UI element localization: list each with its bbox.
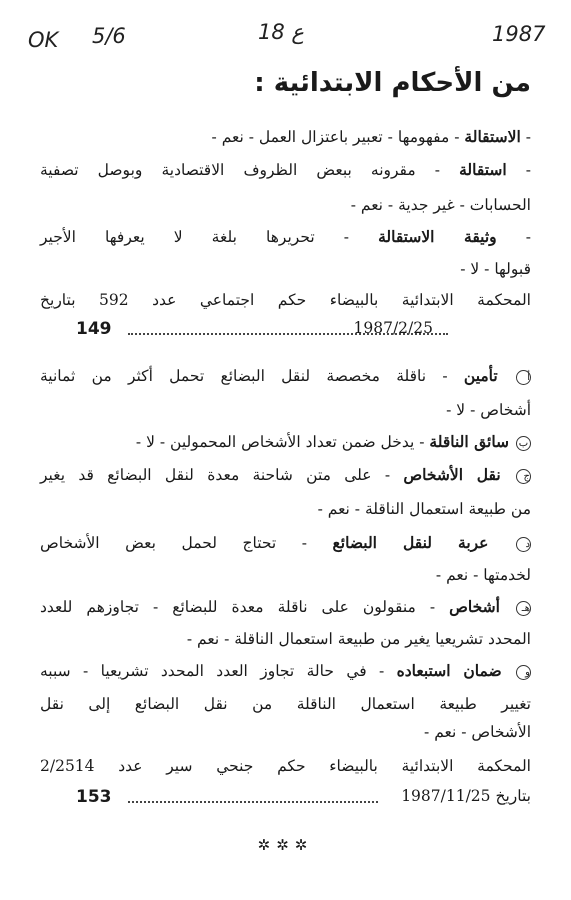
section2-item5-cont: المحدد تشريعيا يغير من طبيعة استعمال الناقلة - نعم -: [186, 630, 531, 648]
section2-item6-cont2: الأشخاص - نعم -: [424, 723, 531, 741]
section2-source: المحكمة الابتدائية بالبيضاء حكم جنحي سير عدد 2/2514: [40, 757, 531, 775]
section1-line3: الحسابات - غير جدية - نعم -: [350, 196, 531, 214]
section2-date: بتاريخ 1987/11/25: [401, 787, 531, 805]
section2-item4: د عربة لنقل البضائع - تحتاج لحمل بعض الأشخاص: [40, 533, 530, 552]
section1-line5: قبولها - لا -: [460, 260, 531, 278]
section2-item2: ب سائق الناقلة - يدخل ضمن تعداد الأشخاص المحمولين - لا -: [136, 432, 531, 452]
section2-page-number: 153: [76, 787, 112, 807]
section1-date: 1987/2/25: [353, 319, 433, 337]
section1-line1: - الاستقالة - مفهومها - تعبير باعتزال العمل - نعم -: [211, 127, 531, 146]
section2-item1-cont: أشخاص - لا -: [446, 401, 531, 419]
section2-item6-cont: تغيير طبيعة استعمال الناقلة من نقل البضائع إلى نقل: [40, 695, 531, 713]
section-divider-stars: ✲✲✲: [257, 836, 314, 854]
section2-item3-cont: من طبيعة استعمال الناقلة - نعم -: [317, 500, 531, 518]
section2-item4-cont: لخدمتها - نعم -: [435, 566, 531, 584]
section2-item1: أ تأمين - ناقلة مخصصة لنقل البضائع تحمل أكثر من ثمانية: [40, 366, 530, 385]
margin-note-center: ع 18: [258, 20, 304, 44]
section1-line2: - استقالة - مقرونه ببعض الظروف الاقتصادية وبوصل تصفية: [40, 160, 531, 179]
section1-source: المحكمة الابتدائية بالبيضاء حكم اجتماعي عدد 592 بتاريخ: [40, 291, 531, 309]
margin-note-fraction: 5/6: [92, 24, 126, 48]
section2-item6: و ضمان استبعاده - في حالة تجاوز العدد المحدد تشريعيا - سببه: [40, 661, 530, 680]
section1-page-number: 149: [76, 319, 112, 339]
section2-item3: ج نقل الأشخاص - على متن شاحنة معدة لنقل البضائع قد يغير: [40, 465, 530, 484]
section1-line4: - وثيقة الاستقالة - تحريرها بلغة لا يعرفها الأجير: [40, 227, 531, 246]
section2-dotted-leader: [128, 801, 378, 803]
margin-note-year: 1987: [492, 22, 546, 46]
section1-dotted-leader: [128, 333, 448, 335]
page-title: من الأحكام الابتدائية :: [254, 68, 531, 98]
margin-note-ok: OK: [28, 28, 59, 52]
section2-item5: هـ أشخاص - منقولون على ناقلة معدة للبضائع - تجاوزهم للعدد: [40, 597, 530, 616]
